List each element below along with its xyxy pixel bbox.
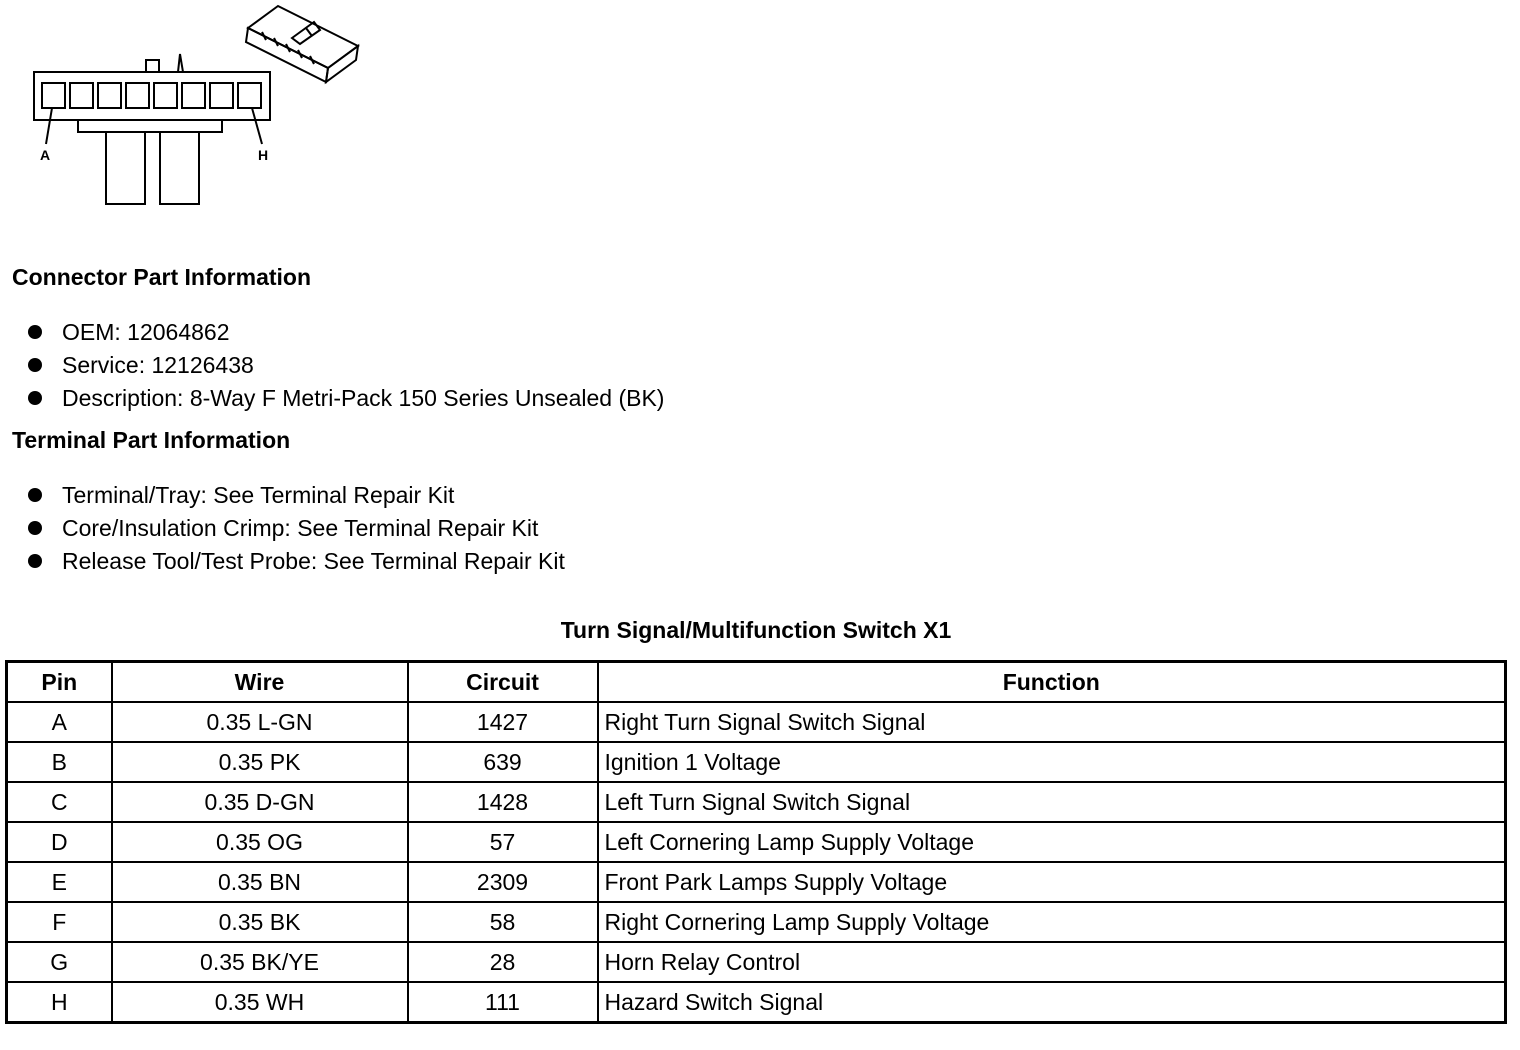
cell-pin: G — [7, 942, 112, 982]
cell-circuit: 28 — [408, 942, 598, 982]
connector-info-heading: Connector Part Information — [12, 264, 312, 290]
bullet-icon — [28, 391, 42, 405]
list-item — [28, 547, 565, 580]
cell-wire: 0.35 OG — [112, 822, 408, 862]
table-row — [7, 702, 1506, 742]
cell-pin: H — [7, 982, 112, 1023]
bullet-icon — [28, 488, 42, 502]
table-row — [7, 742, 1506, 782]
table-row — [7, 862, 1506, 902]
table-row — [7, 982, 1506, 1023]
bullet-icon — [28, 554, 42, 568]
cell-circuit: 1427 — [408, 702, 598, 742]
table-row — [7, 782, 1506, 822]
list-item — [28, 481, 565, 514]
terminal-info-list — [28, 481, 565, 580]
list-item-text: Service: 12126438 — [62, 352, 254, 378]
connector-info-list — [28, 318, 664, 417]
pin-label-h: H — [258, 147, 269, 163]
header-circuit: Circuit — [408, 662, 598, 703]
list-item-text: Release Tool/Test Probe: See Terminal Repair Kit — [62, 548, 565, 574]
cell-wire: 0.35 BK/YE — [112, 942, 408, 982]
cell-function: Horn Relay Control — [598, 942, 1506, 982]
list-item-text: Terminal/Tray: See Terminal Repair Kit — [62, 482, 455, 508]
list-item — [28, 514, 565, 547]
header-pin: Pin — [7, 662, 112, 703]
cell-pin: F — [7, 902, 112, 942]
cell-function: Front Park Lamps Supply Voltage — [598, 862, 1506, 902]
cell-function: Right Cornering Lamp Supply Voltage — [598, 902, 1506, 942]
cell-pin: E — [7, 862, 112, 902]
cell-pin: C — [7, 782, 112, 822]
cell-wire: 0.35 D-GN — [112, 782, 408, 822]
table-row — [7, 822, 1506, 862]
cell-circuit: 111 — [408, 982, 598, 1023]
cell-wire: 0.35 BN — [112, 862, 408, 902]
list-item — [28, 318, 664, 351]
bullet-icon — [28, 521, 42, 535]
table-header-row — [7, 662, 1506, 703]
header-wire: Wire — [112, 662, 408, 703]
list-item — [28, 351, 664, 384]
bullet-icon — [28, 358, 42, 372]
table-row — [7, 902, 1506, 942]
cell-function: Hazard Switch Signal — [598, 982, 1506, 1023]
bullet-icon — [28, 325, 42, 339]
pin-label-a: A — [40, 147, 51, 163]
cell-circuit: 639 — [408, 742, 598, 782]
list-item-text: OEM: 12064862 — [62, 319, 230, 345]
table-row — [7, 942, 1506, 982]
list-item — [28, 384, 664, 417]
pinout-table — [5, 660, 1507, 1024]
cell-function: Left Cornering Lamp Supply Voltage — [598, 822, 1506, 862]
cell-pin: D — [7, 822, 112, 862]
table-title: Turn Signal/Multifunction Switch X1 — [560, 617, 952, 643]
cell-wire: 0.35 WH — [112, 982, 408, 1023]
list-item-text: Core/Insulation Crimp: See Terminal Repair Kit — [62, 515, 539, 541]
cell-circuit: 58 — [408, 902, 598, 942]
connector-diagram — [30, 0, 370, 215]
cell-wire: 0.35 BK — [112, 902, 408, 942]
cell-function: Ignition 1 Voltage — [598, 742, 1506, 782]
cell-circuit: 1428 — [408, 782, 598, 822]
cell-wire: 0.35 PK — [112, 742, 408, 782]
cell-pin: A — [7, 702, 112, 742]
list-item-text: Description: 8-Way F Metri-Pack 150 Series Unsealed (BK) — [62, 385, 665, 411]
cell-circuit: 2309 — [408, 862, 598, 902]
cell-function: Right Turn Signal Switch Signal — [598, 702, 1506, 742]
cell-wire: 0.35 L-GN — [112, 702, 408, 742]
header-function: Function — [598, 662, 1506, 703]
cell-circuit: 57 — [408, 822, 598, 862]
terminal-info-heading: Terminal Part Information — [12, 427, 291, 453]
cell-function: Left Turn Signal Switch Signal — [598, 782, 1506, 822]
cell-pin: B — [7, 742, 112, 782]
